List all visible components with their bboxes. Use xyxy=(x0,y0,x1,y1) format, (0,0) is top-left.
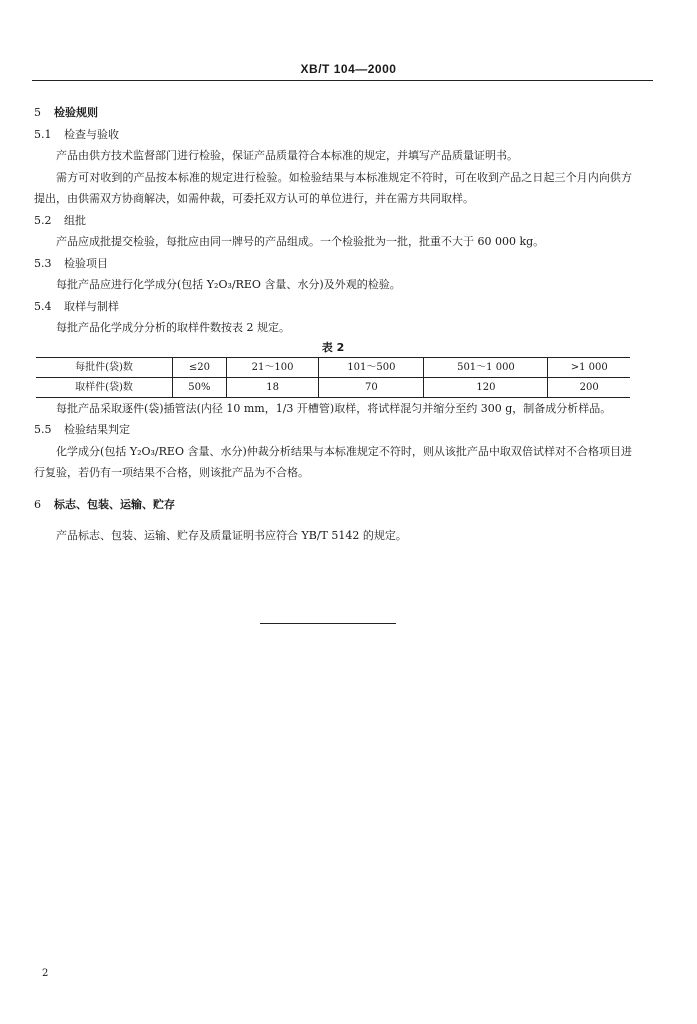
section-5-4-number: 5.4 xyxy=(34,299,52,313)
page-header: XB/T 104—2000 xyxy=(300,62,397,76)
section-5-5-heading: 检验结果判定 xyxy=(64,423,130,436)
section-5-3-number: 5.3 xyxy=(34,256,52,270)
header-rule xyxy=(32,80,653,81)
table-cell: 每批件(袋)数 xyxy=(36,357,173,377)
section-5-3-heading: 检验项目 xyxy=(64,256,108,270)
section-6-title xyxy=(34,494,632,516)
end-rule xyxy=(260,623,396,624)
table-cell: 取样件(袋)数 xyxy=(36,377,173,397)
section-5-5-title xyxy=(34,419,632,441)
section-6-number: 6 xyxy=(34,497,41,511)
table-cell: >1 000 xyxy=(548,357,630,377)
page-number: 2 xyxy=(42,968,49,979)
section-5-3-title xyxy=(34,253,632,275)
section-5-4-title xyxy=(34,296,632,318)
table-cell: 50% xyxy=(173,377,227,397)
section-5-2-heading: 组批 xyxy=(64,213,86,227)
section-6-heading: 标志、包装、运输、贮存 xyxy=(54,497,175,511)
section-5-1-number: 5.1 xyxy=(34,127,52,141)
table-cell: 21～100 xyxy=(226,357,319,377)
section-5-2-paragraph-1: 产品应成批提交检验，每批应由同一牌号的产品组成。一个检验批为一批，批重不大于 60 000 kg。 xyxy=(56,235,545,248)
section-5-3-paragraph-1: 每批产品应进行化学成分(包括 Y₂O₃/REO 含量、水分)及外观的检验。 xyxy=(56,278,401,291)
section-5-1-paragraph-1: 产品由供方技术监督部门进行检验，保证产品质量符合本标准的规定，并填写产品质量证明书。 xyxy=(56,149,518,162)
table-cell: 101～500 xyxy=(319,357,424,377)
section-5-4-heading: 取样与制样 xyxy=(64,299,119,313)
section-5-5-paragraph-1: 化学成分(包括 Y₂O₃/REO 含量、水分)仲裁分析结果与本标准规定不符时，则从该批产品中取双倍试样对不合格项目进行复验，若仍有一项结果不合格，则该批产品为不合格。 xyxy=(34,444,632,479)
section-5-1-paragraph-2: 需方可对收到的产品按本标准的规定进行检验。如检验结果与本标准规定不符时，可在收到产品之日起三个月内向供方提出，由供需双方协商解决，如需仲裁，可委托双方认可的单位进行，并在需方共同取样。 xyxy=(34,170,632,205)
table-row xyxy=(36,377,630,397)
section-5-4-paragraph-2: 每批产品采取逐件(袋)插管法(内径 10 mm，1/3 开槽管)取样，将试样混匀并缩分至约 300 g，制备成分析样品。 xyxy=(56,401,612,415)
section-5-2-number: 5.2 xyxy=(34,213,52,227)
section-5-heading: 检验规则 xyxy=(54,106,98,119)
section-5-title xyxy=(34,102,632,124)
table-cell: 70 xyxy=(319,377,424,397)
sampling-table xyxy=(36,357,630,398)
table-2-caption: 表 2 xyxy=(321,340,345,354)
section-5-1-heading: 检查与验收 xyxy=(64,127,119,141)
table-cell: 18 xyxy=(226,377,319,397)
document-body xyxy=(34,102,632,547)
section-6-paragraph-1: 产品标志、包装、运输、贮存及质量证明书应符合 YB/T 5142 的规定。 xyxy=(56,529,407,542)
section-5-2-title xyxy=(34,210,632,232)
table-cell: 501～1 000 xyxy=(424,357,548,377)
table-cell: 200 xyxy=(548,377,630,397)
section-5-4-paragraph-1: 每批产品化学成分分析的取样件数按表 2 规定。 xyxy=(56,321,290,334)
table-cell: ≤20 xyxy=(173,357,227,377)
section-5-number: 5 xyxy=(34,106,41,119)
section-5-1-title xyxy=(34,124,632,146)
section-gap xyxy=(34,515,632,525)
section-5-5-number: 5.5 xyxy=(34,423,52,436)
table-cell: 120 xyxy=(424,377,548,397)
table-row xyxy=(36,357,630,377)
section-gap xyxy=(34,484,632,494)
